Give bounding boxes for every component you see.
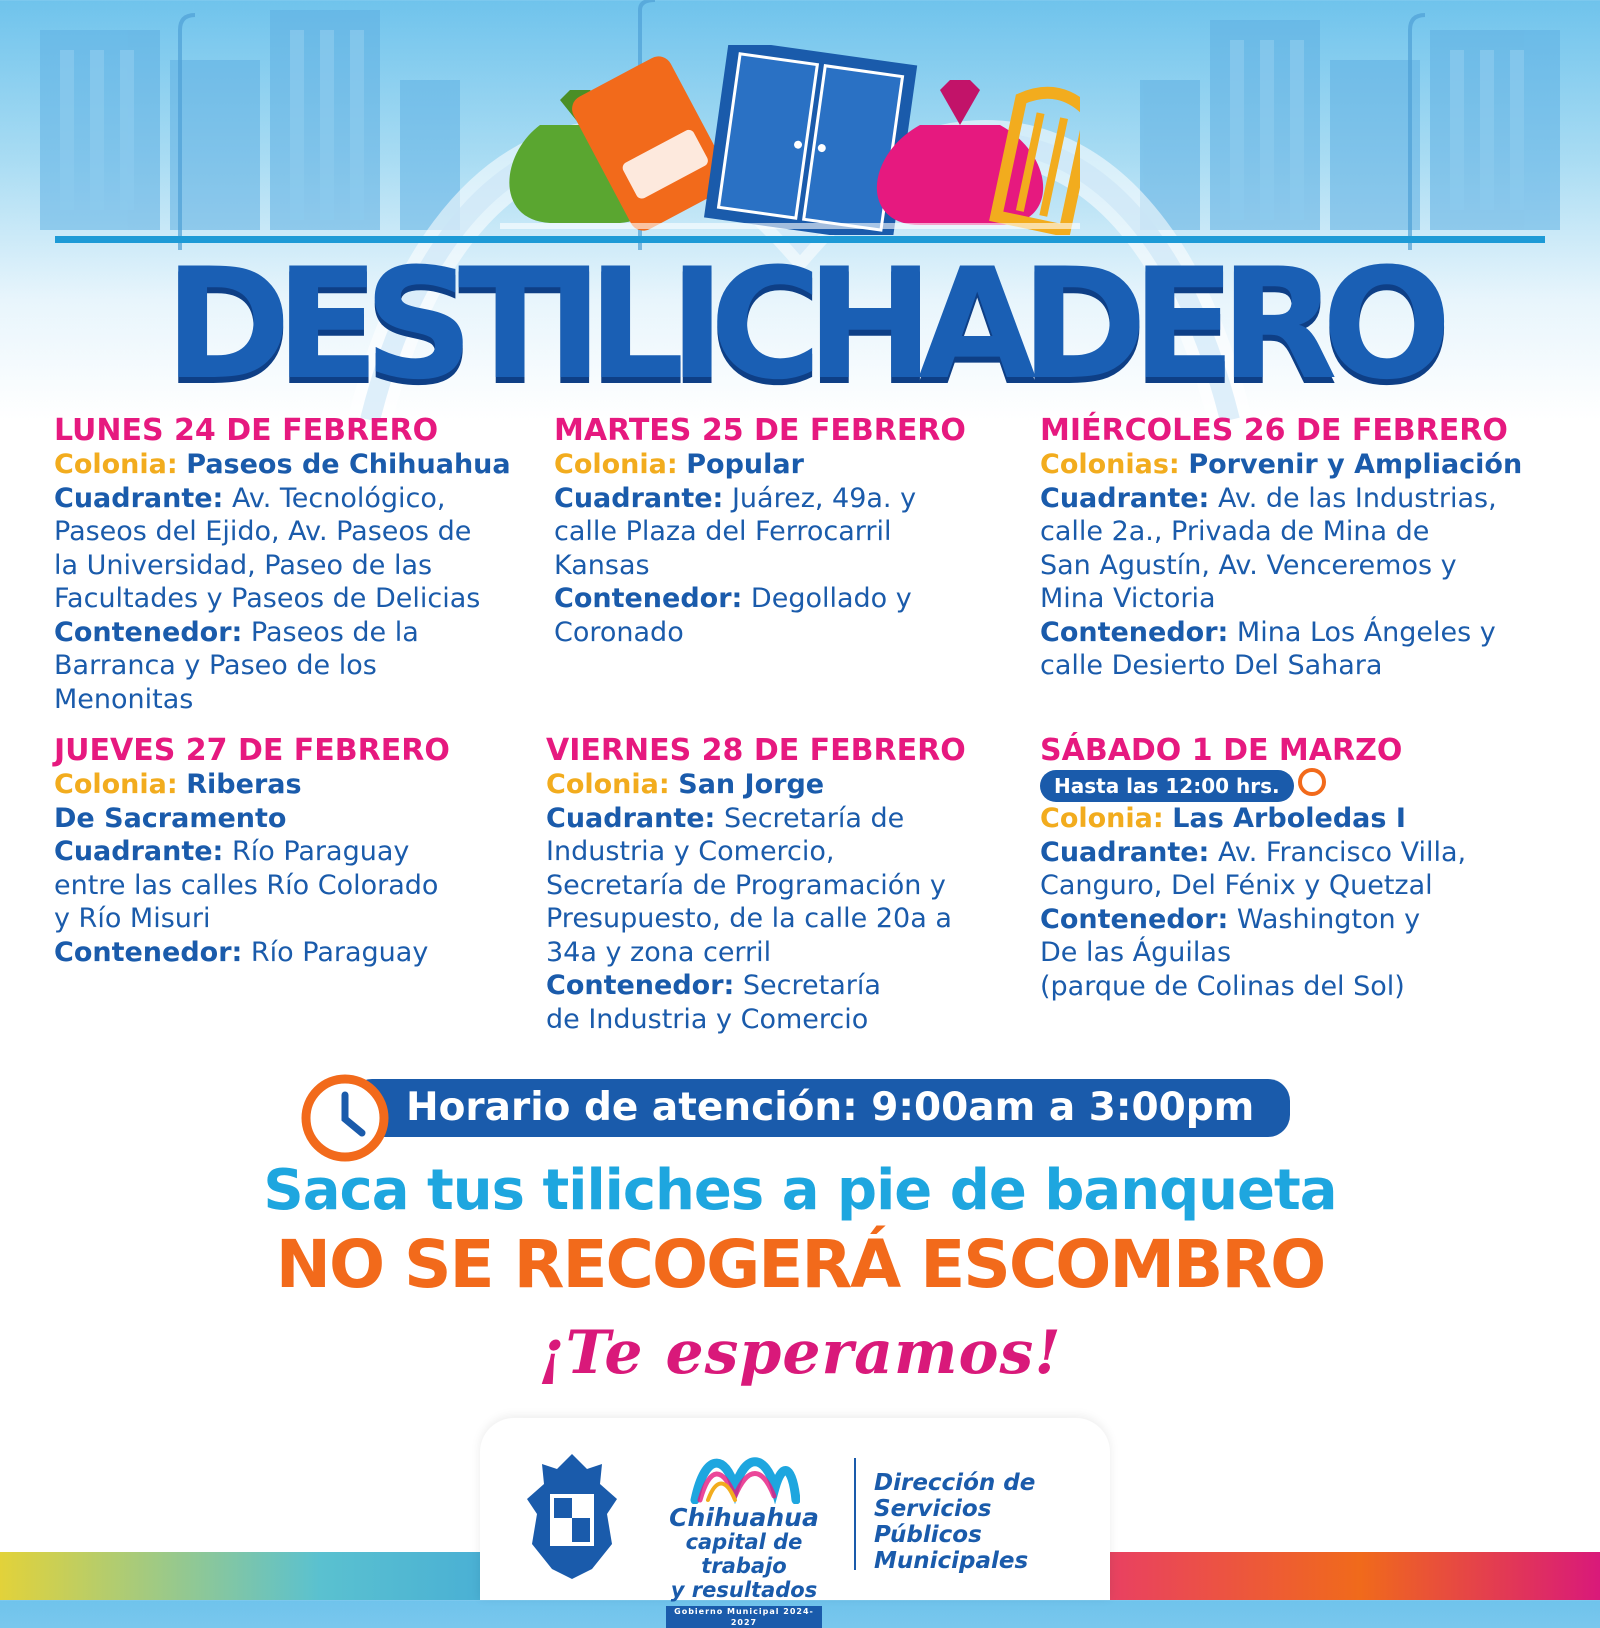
day-heading: MIÉRCOLES 26 DE FEBRERO — [1040, 413, 1508, 448]
cuadrante-value: Secretaría de — [723, 802, 905, 834]
cuadrante-value: Juárez, 49a. y — [731, 482, 917, 514]
cuadrante-value: Av. Tecnológico, — [231, 482, 446, 514]
contenedor-value: De las Águilas — [1040, 937, 1232, 968]
cuadrante-value: calle Plaza del Ferrocarril — [554, 516, 892, 547]
time-note-badge — [1040, 770, 1294, 802]
contenedor-label: Contenedor: — [1040, 616, 1229, 648]
city-slogan-capital: capital — [685, 1530, 766, 1554]
colonia-label: Colonia: — [546, 769, 670, 800]
time-note-text: Hasta las 12:00 hrs. — [1054, 774, 1280, 798]
colonia-label: Colonia: — [1040, 803, 1164, 834]
day-heading: VIERNES 28 DE FEBRERO — [546, 733, 966, 768]
cuadrante-value: Av. de las Industrias, — [1217, 482, 1497, 514]
cuadrante-value: Presupuesto, de la calle 20a a — [546, 903, 952, 934]
contenedor-value: Paseos de la — [250, 616, 419, 648]
cuadrante-label: Cuadrante: — [54, 482, 224, 514]
contenedor-value: Barranca y Paseo de los — [54, 650, 377, 681]
cuadrante-value: entre las calles Río Colorado — [54, 869, 439, 901]
cuadrante-value: Canguro, Del Fénix y Quetzal — [1040, 870, 1433, 901]
colonias-label: Colonias: — [1040, 449, 1180, 480]
contenedor-value: Mina Los Ángeles y — [1236, 616, 1496, 648]
contenedor-value: calle Desierto Del Sahara — [1040, 650, 1383, 681]
cuadrante-label: Cuadrante: — [1040, 836, 1210, 868]
contenedor-label: Contenedor: — [1040, 903, 1229, 935]
day-heading: MARTES 25 DE FEBRERO — [554, 413, 966, 448]
colonia-label: Colonia: — [54, 769, 178, 800]
cuadrante-value: Secretaría de Programación y — [546, 869, 946, 901]
crest-icon — [512, 1444, 632, 1584]
cuadrante-value: Industria y Comercio, — [546, 836, 835, 867]
colonia-label: Colonia: — [54, 449, 178, 480]
cuadrante-value: y Río Misuri — [54, 903, 211, 934]
contenedor-value: Washington y — [1236, 903, 1421, 935]
household-items-illustration — [500, 45, 1080, 235]
chihuahua-logo-icon — [690, 1448, 800, 1504]
cuadrante-value: la Universidad, Paseo de las — [54, 549, 433, 581]
footer-divider — [854, 1458, 856, 1570]
cuadrante-label: Cuadrante: — [54, 836, 224, 867]
schedule-wednesday — [1040, 414, 1580, 683]
schedule-tuesday — [554, 414, 994, 649]
department-line: Dirección de — [874, 1470, 1036, 1496]
city-slogan-line — [646, 1530, 842, 1578]
schedule-saturday — [1040, 734, 1580, 1003]
contenedor-value: (parque de Colinas del Sol) — [1040, 970, 1405, 1002]
warning-text: NO SE RECOGERÁ ESCOMBRO — [275, 1226, 1325, 1303]
hours-text: Horario de atención: 9:00am a 3:00pm — [350, 1079, 1290, 1137]
colonia-value: De Sacramento — [54, 802, 287, 834]
colonia-value: San Jorge — [678, 769, 825, 800]
colonia-value: Paseos de Chihuahua — [186, 449, 511, 480]
day-heading: SÁBADO 1 DE MARZO — [1040, 733, 1403, 768]
colonia-value: Porvenir y Ampliación — [1188, 449, 1523, 480]
clock-icon — [300, 1073, 390, 1163]
day-heading: LUNES 24 DE FEBRERO — [54, 413, 439, 448]
hours-banner — [300, 1073, 1290, 1139]
cuadrante-value: Río Paraguay — [231, 836, 410, 867]
schedule-thursday — [54, 734, 534, 969]
contenedor-value: Degollado y — [750, 583, 912, 614]
cuadrante-value: 34a y zona cerril — [546, 936, 772, 968]
cuadrante-value: Paseos del Ejido, Av. Paseos de — [54, 516, 472, 547]
contenedor-value: Menonitas — [54, 683, 194, 715]
cuadrante-value: calle 2a., Privada de Mina de — [1040, 516, 1430, 547]
department-line: Servicios Públicos — [874, 1496, 992, 1548]
colonia-label: Colonia: — [554, 449, 678, 480]
contenedor-value: Secretaría — [742, 970, 881, 1001]
page-title: DESTILICHADERO — [164, 236, 1436, 414]
department-name — [874, 1470, 1104, 1574]
clock-icon — [1298, 768, 1326, 796]
colonia-value: Riberas — [186, 769, 302, 800]
cuadrante-value: San Agustín, Av. Venceremos y — [1040, 549, 1457, 581]
cuadrante-value: Mina Victoria — [1040, 583, 1216, 614]
city-slogan-trabajo: de trabajo — [701, 1530, 803, 1578]
cuadrante-label: Cuadrante: — [1040, 482, 1210, 514]
closing-text: ¡Te esperamos! — [538, 1318, 1062, 1388]
cuadrante-value: Av. Francisco Villa, — [1217, 836, 1467, 868]
city-name: Chihuahua — [669, 1503, 819, 1532]
contenedor-value: Río Paraguay — [250, 936, 429, 968]
cuadrante-label: Cuadrante: — [546, 802, 716, 834]
department-line: Municipales — [874, 1548, 1029, 1574]
schedule-friday — [546, 734, 1016, 1036]
city-slogan-resultados: y resultados — [670, 1578, 818, 1602]
colonia-value: Popular — [686, 449, 804, 480]
instruction-text: Saca tus tiliches a pie de banqueta — [263, 1158, 1337, 1223]
city-slogan — [646, 1503, 842, 1628]
contenedor-value: de Industria y Comercio — [546, 1003, 869, 1035]
contenedor-label: Contenedor: — [54, 936, 243, 968]
colonia-value: Las Arboledas I — [1172, 803, 1406, 834]
contenedor-label: Contenedor: — [546, 970, 735, 1001]
footer-logos — [480, 1418, 1110, 1627]
schedule-monday — [54, 414, 534, 716]
contenedor-value: Coronado — [554, 616, 684, 648]
contenedor-label: Contenedor: — [54, 616, 243, 648]
cuadrante-value: Facultades y Paseos de Delicias — [54, 583, 481, 614]
day-heading: JUEVES 27 DE FEBRERO — [54, 733, 450, 768]
contenedor-label: Contenedor: — [554, 583, 743, 614]
cuadrante-label: Cuadrante: — [554, 482, 724, 514]
government-period: Gobierno Municipal 2024-2027 — [666, 1606, 822, 1628]
cuadrante-value: Kansas — [554, 549, 650, 581]
